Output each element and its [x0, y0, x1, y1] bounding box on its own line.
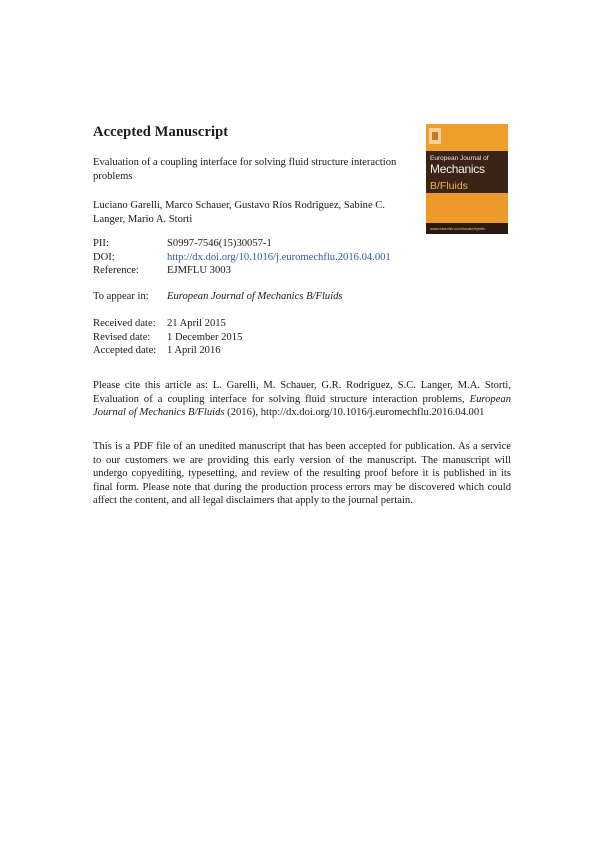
- accepted-value: 1 April 2016: [167, 345, 221, 356]
- citation-suffix: (2016), http://dx.doi.org/10.1016/j.euromechflu.2016.04.001: [224, 407, 485, 418]
- received-label: Received date:: [93, 318, 156, 329]
- cover-journal-line3: B/Fluids: [430, 180, 468, 192]
- appear-label: To appear in:: [93, 291, 149, 302]
- revised-row: [93, 331, 242, 345]
- received-value: 21 April 2015: [167, 318, 226, 329]
- journal-name: European Journal of Mechanics B/Fluids: [167, 291, 343, 302]
- received-row: [93, 317, 242, 331]
- cover-footer-band: [426, 223, 508, 234]
- author-list: Luciano Garelli, Marco Schauer, Gustavo Ríos Rodriguez, Sabine C. Langer, Mario A. Storti: [93, 200, 386, 225]
- revised-label: Revised date:: [93, 331, 151, 343]
- cover-journal-line1: European Journal of: [430, 155, 489, 162]
- doi-link[interactable]: http://dx.doi.org/10.1016/j.euromechflu.2016.04.001: [167, 251, 391, 263]
- citation-paragraph: [93, 379, 511, 420]
- cover-middle-band: [426, 193, 508, 223]
- journal-cover-image: [426, 124, 508, 234]
- publisher-logo-icon: [429, 128, 441, 144]
- manuscript-heading: Accepted Manuscript: [93, 124, 229, 140]
- pii-value: S0997-7546(15)30057-1: [167, 238, 272, 249]
- reference-label: Reference:: [93, 265, 139, 276]
- pii-label: PII:: [93, 238, 109, 249]
- unedited-notice: This is a PDF file of an unedited manuscript that has been accepted for publication. As a service to our customers we are providing this early version of the manuscript. The manuscript will undergo copyediting, typesetting, and review of the resulting proof before it is published in its final form. Please note that during the production process errors may be discovered which could affect the content, and all legal disclaimers that apply to the journal pertain.: [93, 441, 511, 506]
- dates-block: [93, 317, 242, 358]
- accepted-label: Accepted date:: [93, 345, 157, 356]
- doi-row: [93, 251, 391, 265]
- reference-row: [93, 264, 391, 278]
- appear-row: [93, 290, 343, 304]
- cover-footer-text: www.elsevier.com/locate/ejmflu: [430, 226, 486, 231]
- article-title: Evaluation of a coupling interface for solving fluid structure interaction problems: [93, 157, 397, 182]
- identifier-block: [93, 237, 391, 278]
- revised-value: 1 December 2015: [167, 331, 243, 343]
- pii-row: [93, 237, 391, 251]
- citation-prefix: Please cite this article as: L. Garelli, M. Schauer, G.R. Rodriguez, S.C. Langer, M.A. Storti, Evaluation of a coupling interface for solving fluid structure interaction problems,: [93, 380, 511, 405]
- appear-block: [93, 290, 343, 304]
- cover-journal-line2: Mechanics: [430, 162, 485, 176]
- citation-journal: European Journal of Mechanics B/Fluids: [93, 393, 511, 418]
- doi-label: DOI:: [93, 251, 115, 263]
- accepted-row: [93, 344, 242, 358]
- reference-value: EJMFLU 3003: [167, 265, 231, 276]
